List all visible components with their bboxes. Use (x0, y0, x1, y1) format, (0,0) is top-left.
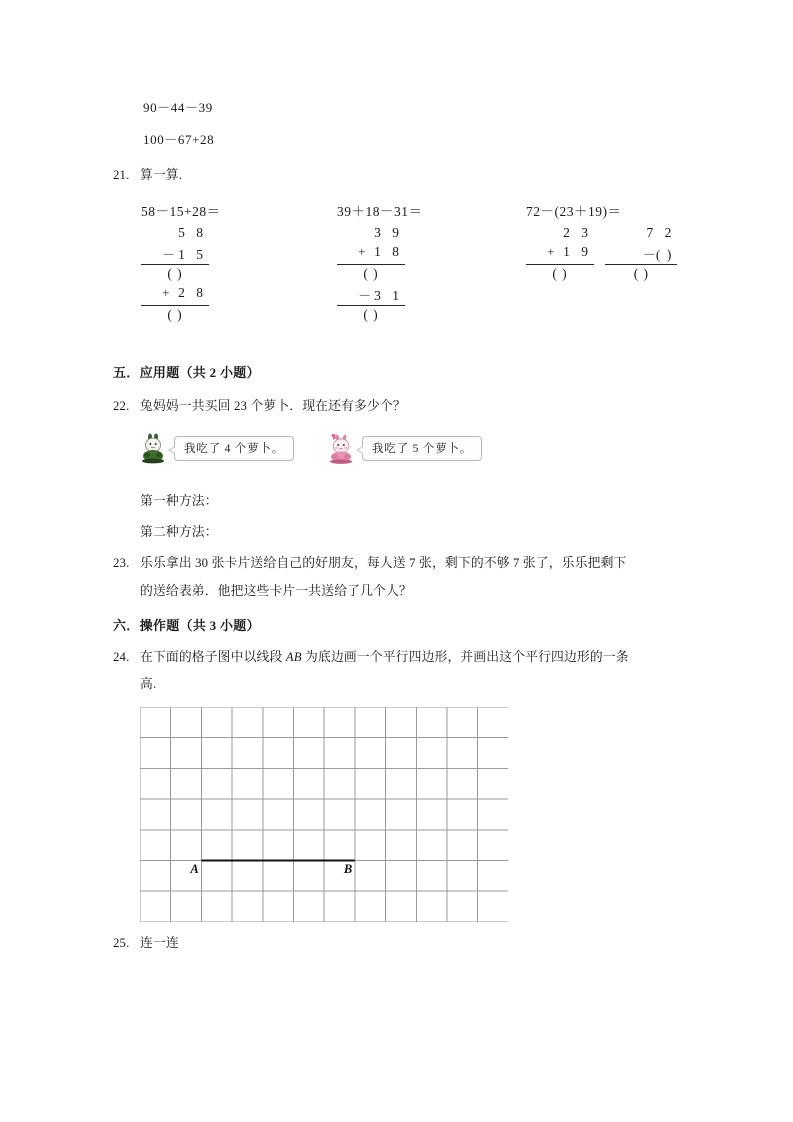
calc-digits: 2 8 (178, 285, 207, 300)
calc-blank-paren[interactable]: ) (666, 247, 676, 262)
problem-24-segment-name: AB (285, 650, 302, 664)
problem-25-number: 25. (113, 936, 130, 950)
calc-column-1-stack (141, 225, 209, 326)
calc-row (605, 244, 677, 263)
calc-row (526, 225, 594, 244)
problem-22-body: 兔妈妈一共买回 23 个萝卜．现在还有多少个？ (140, 399, 406, 413)
calc-column-2-stack (337, 225, 405, 326)
problem-24-number: 24. (113, 650, 130, 664)
calc-digits: 5 8 (178, 225, 207, 240)
calc-answer-blank[interactable]: ( ) (363, 266, 379, 281)
calc-row (141, 285, 209, 304)
calc-column-3-right (605, 225, 677, 285)
calc-rule (337, 305, 405, 306)
calc-column-3 (526, 200, 677, 285)
calc-rule (141, 264, 209, 265)
problem-22-text (113, 394, 406, 419)
problem-22-number: 22. (113, 399, 130, 413)
problem-21-title: 算一算. (140, 168, 183, 182)
calc-column-2 (337, 200, 423, 326)
point-label-a: A (190, 861, 199, 876)
calc-answer-blank[interactable]: ( ) (167, 307, 183, 322)
calc-row (141, 244, 209, 263)
calc-operator: + (358, 244, 366, 259)
problem-24-line-1-post: 为底边画一个平行四边形，并画出这个平行四边形的一条 (301, 650, 629, 664)
calc-column-3-pair (526, 225, 677, 285)
calc-column-3-left (526, 225, 594, 285)
problem-24-line-2: 高. (140, 677, 157, 691)
parallelogram-grid-figure[interactable] (140, 707, 508, 922)
pink-rabbit-icon (326, 432, 356, 464)
problem-23-line-2: 的送给表弟．他把这些卡片一共送给了几个人？ (140, 584, 412, 598)
problem-24-text (113, 645, 629, 670)
calc-column-1 (141, 200, 221, 326)
problem-23-line-1: 乐乐拿出 30 张卡片送给自己的好朋友，每人送 7 张，剩下的不够 7 张了，乐乐把剩下 (140, 556, 627, 570)
problem-21-number: 21. (113, 168, 130, 182)
calc-answer-blank[interactable]: ( ) (363, 307, 379, 322)
calc-rule (337, 264, 405, 265)
calc-column-1-header: 58－15+28＝ (141, 204, 221, 219)
calc-rule (141, 305, 209, 306)
section-heading-5: 五．应用题（共 2 小题） (113, 365, 260, 380)
calc-digits: 7 2 (646, 225, 676, 240)
calc-digits: 3 9 (374, 225, 403, 240)
answer-method-1[interactable]: 第一种方法： (140, 494, 218, 508)
calc-row (337, 244, 405, 263)
calc-operator: －( (642, 247, 661, 262)
calc-operator: + (162, 285, 170, 300)
calc-digits: 1 8 (374, 244, 403, 259)
speaker-1 (138, 432, 294, 464)
calc-row (526, 244, 594, 263)
expression-line-2: 100－67+28 (143, 132, 215, 147)
calc-row (605, 225, 677, 244)
calc-row (141, 225, 209, 244)
calc-row (337, 285, 405, 304)
problem-21-heading (113, 163, 182, 188)
problem-25-text (113, 931, 179, 956)
point-label-b: B (343, 861, 353, 876)
calc-digits: 3 1 (374, 288, 403, 303)
answer-method-2[interactable]: 第二种方法： (140, 525, 218, 539)
calc-operator: － (162, 247, 176, 262)
problem-25-body: 连一连 (140, 936, 179, 950)
calc-digits: 1 9 (563, 244, 592, 259)
problem-23-number: 23. (113, 556, 130, 570)
calc-rule (605, 264, 677, 265)
calc-answer-blank[interactable]: ( ) (633, 266, 650, 281)
speech-bubble-1: 我吃了 4 个萝卜。 (174, 436, 294, 461)
calc-operator: － (358, 288, 372, 303)
calc-rule (526, 264, 594, 265)
problem-24-line-1-pre: 在下面的格子图中以线段 (140, 650, 286, 664)
speech-bubble-2: 我吃了 5 个萝卜。 (362, 436, 482, 461)
calc-row (337, 225, 405, 244)
calc-digits: 1 5 (178, 247, 207, 262)
calc-operator: + (547, 244, 555, 259)
section-heading-6: 六．操作题（共 3 小题） (113, 618, 260, 633)
expression-line-1: 90－44－39 (143, 100, 213, 115)
calc-column-3-header: 72－(23＋19)＝ (526, 204, 622, 219)
calc-answer-blank[interactable]: ( ) (552, 266, 568, 281)
calc-answer-blank[interactable]: ( ) (167, 266, 183, 281)
calc-column-2-header: 39＋18－31＝ (337, 204, 423, 219)
speaker-2 (326, 432, 482, 464)
problem-23-text (113, 551, 626, 576)
green-rabbit-icon (138, 432, 168, 464)
grid-svg (140, 707, 508, 922)
calc-digits: 2 3 (563, 225, 592, 240)
